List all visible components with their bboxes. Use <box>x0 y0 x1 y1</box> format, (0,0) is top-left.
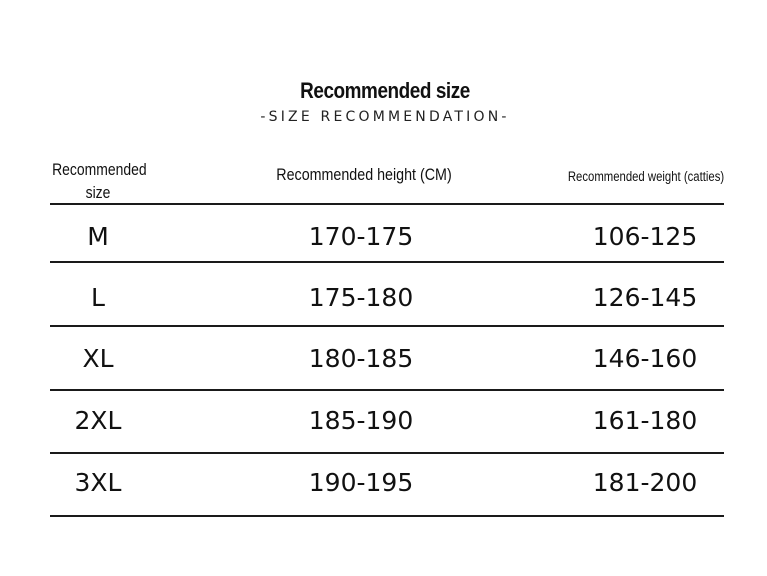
cell-weight: 106-125 <box>592 222 698 251</box>
cell-size: 3XL <box>74 468 122 497</box>
cell-size: 2XL <box>74 406 122 435</box>
cell-weight: 146-160 <box>592 344 698 373</box>
cell-height: 180-185 <box>308 344 414 373</box>
header-size <box>52 158 147 204</box>
divider <box>50 515 724 517</box>
header-height: Recommended height (CM) <box>276 165 452 184</box>
divider <box>50 325 724 327</box>
table-row <box>50 329 724 389</box>
table-row <box>50 207 724 267</box>
table-row <box>50 453 724 513</box>
table-row <box>50 268 724 328</box>
cell-height: 175-180 <box>308 283 414 312</box>
table-row <box>50 391 724 451</box>
page-subtitle: -SIZE RECOMMENDATION- <box>260 109 510 125</box>
cell-weight: 161-180 <box>592 406 698 435</box>
cell-height: 170-175 <box>308 222 414 251</box>
cell-height: 185-190 <box>308 406 414 435</box>
divider <box>50 261 724 263</box>
cell-weight: 126-145 <box>592 283 698 312</box>
page-title: Recommended size <box>300 78 470 103</box>
header-size-line1: Recommended <box>52 160 147 179</box>
header-size-line2: size <box>85 183 111 202</box>
cell-height: 190-195 <box>308 468 414 497</box>
cell-size: XL <box>82 344 114 373</box>
cell-weight: 181-200 <box>592 468 698 497</box>
cell-size: L <box>91 283 105 312</box>
cell-size: M <box>87 222 109 251</box>
header-weight: Recommended weight (catties) <box>567 169 725 184</box>
divider <box>50 203 724 205</box>
